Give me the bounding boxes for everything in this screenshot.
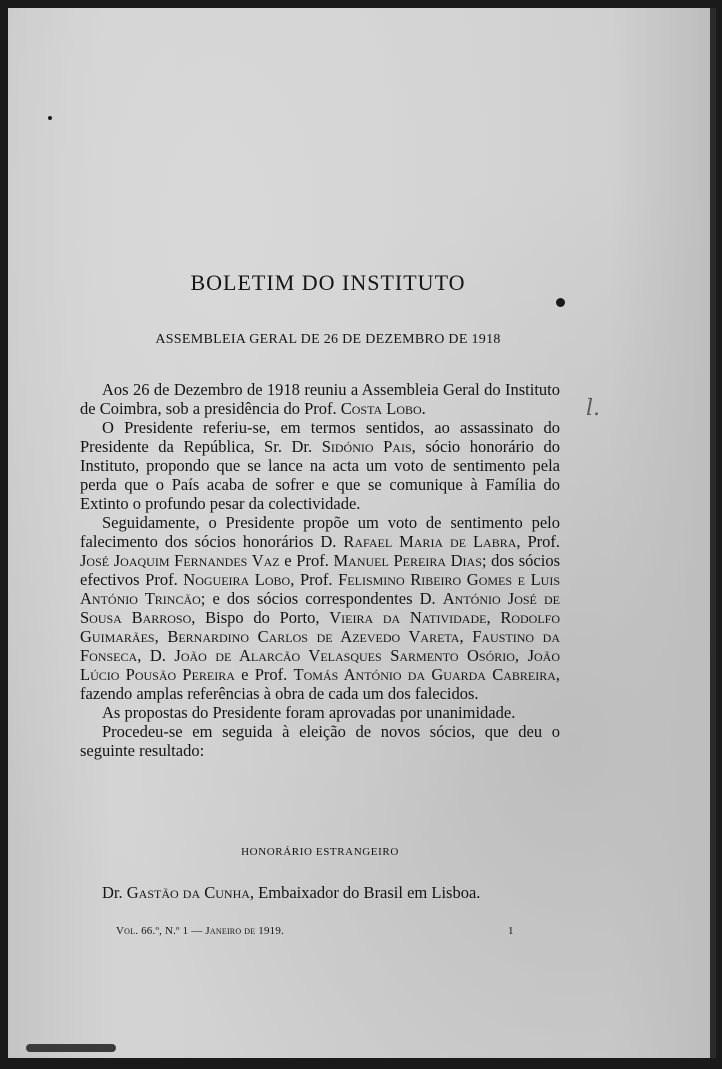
page-number: 1 (508, 925, 514, 937)
show-through-top (148, 103, 568, 253)
paragraph-4: As propostas do Presidente foram aprovadas por unanimidade. (102, 703, 516, 722)
page-edge-shadow (710, 8, 716, 1058)
document-page (8, 8, 716, 1058)
paragraph-1: Aos 26 de Dezembro de 1918 reuniu a Assembleia Geral do Instituto de Coimbra, sob a presidência do Prof. Costa Lobo. (80, 380, 560, 418)
meeting-subtitle: ASSEMBLEIA GERAL DE 26 DE DEZEMBRO DE 1918 (155, 332, 501, 347)
paper-tear (26, 1044, 116, 1052)
volume-footer: Vol. 66.º, N.º 1 — Janeiro de 1919. (116, 925, 285, 937)
member-entry: Dr. Gastão da Cunha, Embaixador do Brasil em Lisboa. (102, 883, 481, 902)
paragraph-3: Seguidamente, o Presidente propõe um voto de sentimento pelo falecimento dos sócios honorários D. Rafael Maria de Labra, Prof. José Joaquim Fernandes Vaz e Prof. Manuel Pereira Dias; dos sócios efectivos Prof. Nogueira Lobo, Prof. Felismino Ribeiro Gomes e Luis António Trincão; e dos sócios correspondentes D. António José de Sousa Barroso, Bispo do Porto, Vieira da Natividade, Rodolfo Guimarães, Bernardino Carlos de Azevedo Vareta, Faustino da Fonseca, D. João de Alarcão Velasques Sarmento Osório, João Lúcio Pousão Pereira e Prof. Tomás António da Guarda Cabreira, fazendo amplas referências à obra de cada um dos falecidos. (80, 513, 561, 703)
paragraph-2: O Presidente referiu-se, em termos sentidos, ao assassinato do Presidente da República, Sr. Dr. Sidónio Pais, sócio honorário do Instituto, propondo que se lance na acta um voto de sentimento pela perda que o País acaba de sofrer e que se comunique à Família do Extinto o profundo pesar da colectividade. (80, 418, 560, 513)
section-heading: HONORÁRIO ESTRANGEIRO (241, 846, 399, 858)
ink-speck (48, 116, 52, 120)
margin-annotation: l. (586, 396, 601, 421)
paragraph-5: Procedeu-se em seguida à eleição de novos sócios, que deu o seguinte resultado: (80, 722, 560, 760)
page-title: BOLETIM DO INSTITUTO (190, 270, 466, 295)
ink-spot (556, 298, 565, 307)
document-body (80, 380, 560, 760)
